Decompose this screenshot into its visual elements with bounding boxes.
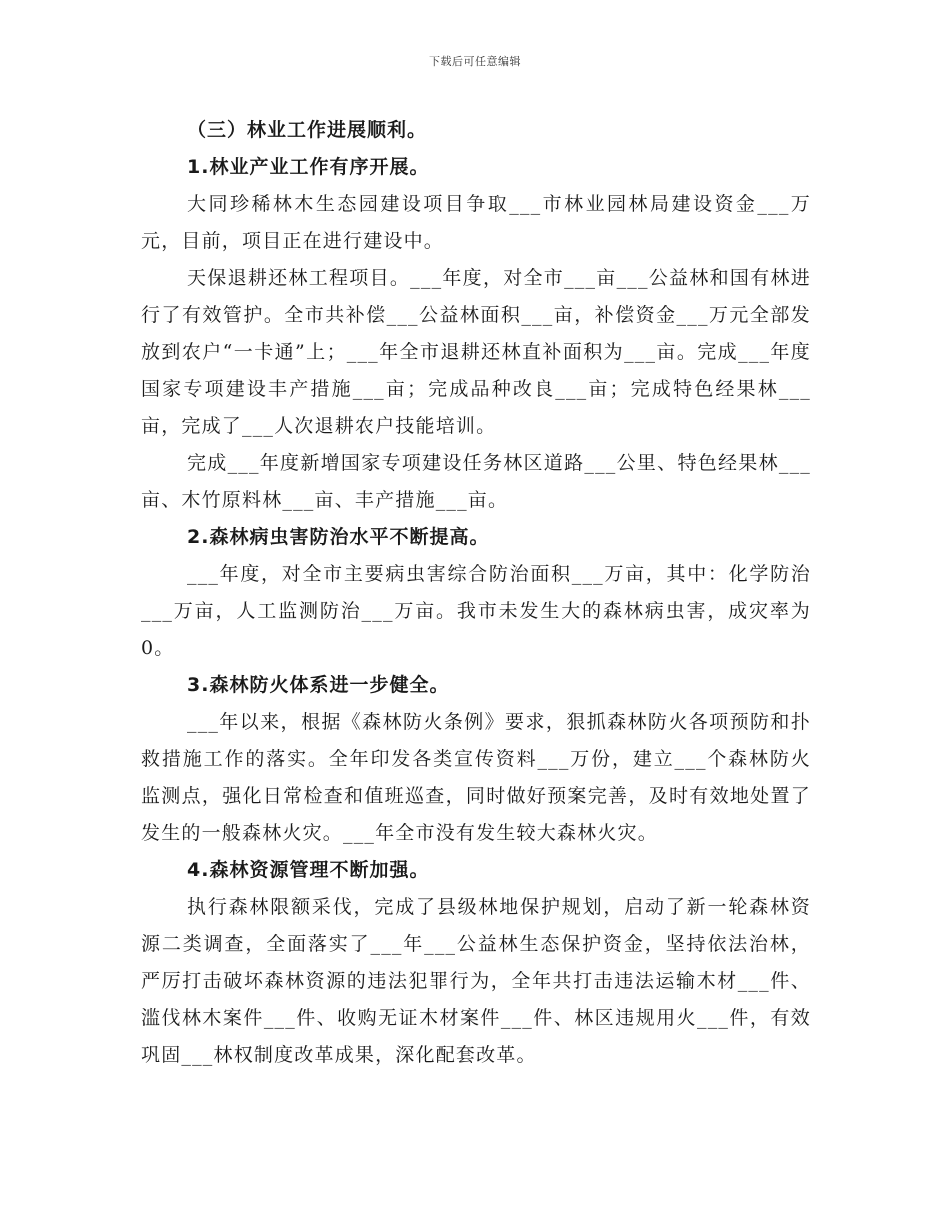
paragraph-reforestation: 天保退耕还林工程项目。___年度，对全市___亩___公益林和国有林进行了有效管护。全市共补偿___公益林面积___亩，补偿资金___万元全部发放到农户“一卡通”上；___年全市退耕还林直补面积为___亩。完成___年度国家专项建设丰产措施___亩；完成品种改良___亩；完成特色经果林___亩，完成了___人次退耕农户技能培训。	[141, 267, 811, 437]
subsection-heading-3: 3.森林防火体系进一步健全。	[187, 674, 450, 696]
paragraph-resource-management: 执行森林限额采伐，完成了县级林地保护规划，启动了新一轮森林资源二类调查，全面落实了___年___公益林生态保护资金，坚持依法治林，严厉打击破坏森林资源的违法犯罪行为，全年共打击违法运输木材___件、滥伐林木案件___件、收购无证木材案件___件、林区违规用火___件，有效巩固___林权制度改革成果，深化配套改革。	[141, 896, 811, 1066]
section-heading: （三）林业工作进展顺利。	[187, 119, 428, 141]
paragraph-fire-prevention: ___年以来，根据《森林防火条例》要求，狠抓森林防火各项预防和扑救措施工作的落实。全年印发各类宣传资料___万份，建立___个森林防火监测点，强化日常检查和值班巡查，同时做好预案完善，及时有效地处置了发生的一般森林火灾。___年全市没有发生较大森林火灾。	[141, 711, 811, 844]
document-body	[141, 112, 811, 1074]
page-header-note: 下载后可任意编辑	[429, 55, 521, 68]
subsection-heading-2: 2.森林病虫害防治水平不断提高。	[187, 526, 490, 548]
paragraph-eco-park: 大同珍稀林木生态园建设项目争取___市林业园林局建设资金___万元，目前，项目正在进行建设中。	[141, 193, 811, 252]
subsection-heading-1: 1.林业产业工作有序开展。	[187, 156, 430, 178]
paragraph-new-projects: 完成___年度新增国家专项建设任务林区道路___公里、特色经果林___亩、木竹原料林___亩、丰产措施___亩。	[141, 452, 811, 511]
subsection-heading-4: 4.森林资源管理不断加强。	[187, 859, 430, 881]
paragraph-pest-control: ___年度，对全市主要病虫害综合防治面积___万亩，其中：化学防治___万亩，人工监测防治___万亩。我市未发生大的森林病虫害，成灾率为0。	[141, 563, 811, 659]
